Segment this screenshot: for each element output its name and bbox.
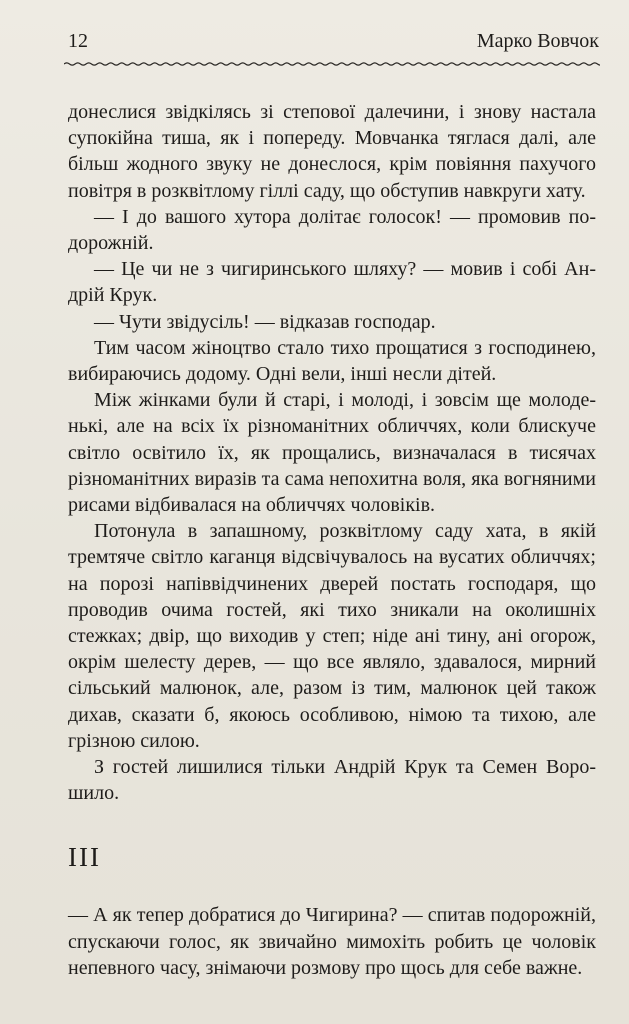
paragraph-2: — І до вашого хутора долітає голосок! — промовив подорожній. xyxy=(68,205,596,255)
paragraph-7: Потонула в запашному, розквітлому саду хата, в якій тремтяче світло каганця відсвічувалось на вусатих обличчях; на порозі напіввідчинених дверей постать господаря, що проводив очима гостей, які тихо зникали на околишніх стежках; двір, що виходив у степ; ніде ані тину, ані огорож, окрім шелесту дерев, — що все являло, здавалося, мирний сільський малюнок, але, разом із тим, малюнок цей також дихав, сказати б, якоюсь особливою, німою та тихою, але грізною силою. xyxy=(68,520,596,752)
paragraph-6: Між жінками були й старі, і молоді, і зовсім ще молоденькі, але на всіх їх різноманітних обличчях, коли блискуче світло освітило їх, як прощались, визначалася в тисячах різноманітних виразів та сама непохитна воля, яка вогняними рисами відбивалася на обличчях чоловіків. xyxy=(68,389,596,517)
page-header xyxy=(68,30,599,60)
paragraph-3: — Це чи не з чигиринського шляху? — мовив і собі Андрій Крук. xyxy=(68,258,596,307)
running-title: Марко Вовчок xyxy=(476,30,599,52)
chapter-heading: III xyxy=(68,842,101,873)
page-number: 12 xyxy=(68,30,88,52)
chapter-body xyxy=(68,902,596,981)
paragraph-4: — Чути звідусіль! — відказав господар. xyxy=(94,310,436,333)
paragraph-8: З гостей лишилися тільки Андрій Крук та Семен Ворошило. xyxy=(68,756,596,805)
wavy-divider xyxy=(64,58,600,70)
page-body xyxy=(68,99,596,981)
chapter-paragraph-1: — А як тепер добратися до Чигирина? — спитав подорожній, спускаючи голос, як звичайно мимохіть робить це чоловік непевного часу, знімаючи розмову про щось для себе важне. xyxy=(68,904,596,979)
paragraph-5: Тим часом жіноцтво стало тихо прощатися з господинею, вибираючись додому. Одні вели, інші несли дітей. xyxy=(68,336,596,386)
paragraph-1: донеслися звідкілясь зі степової далечини, і знову настала супокійна тиша, як і попереду. Мовчанка тяглася далі, але більш жодного звуку не донеслося, крім повіяння пахучого повітря в розквітлому гіллі саду, що обступив навкруги хату. xyxy=(68,101,596,202)
